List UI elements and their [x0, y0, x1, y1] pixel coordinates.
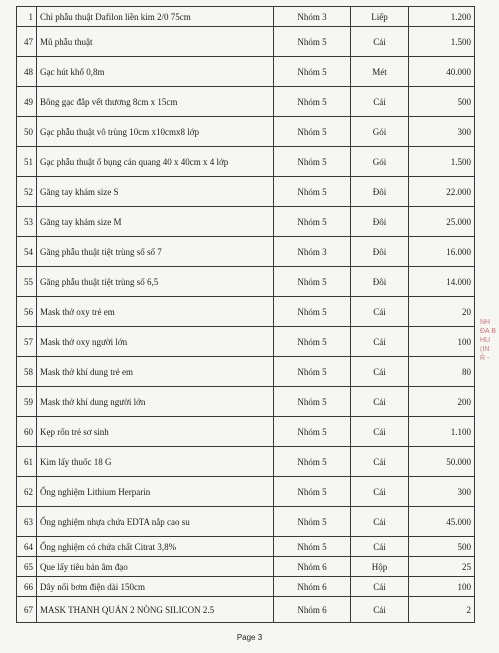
- item-quantity: 16.000: [409, 237, 475, 267]
- item-group: Nhóm 5: [274, 297, 351, 327]
- stamp-line: (IN: [480, 346, 490, 353]
- item-unit: Cái: [351, 327, 409, 357]
- row-number: 47: [17, 27, 37, 57]
- row-number: 54: [17, 237, 37, 267]
- item-group: Nhóm 6: [274, 577, 351, 597]
- item-unit: Cái: [351, 537, 409, 557]
- item-name: Gạc hút khổ 0,8m: [37, 57, 274, 87]
- table-row: [17, 87, 475, 117]
- item-name: Mask thở khí dung trẻ em: [37, 357, 274, 387]
- page-number: Page 3: [236, 633, 263, 642]
- item-group: Nhóm 5: [274, 327, 351, 357]
- item-quantity: 40.000: [409, 57, 475, 87]
- row-number: 60: [17, 417, 37, 447]
- table-row: [17, 557, 475, 577]
- item-name: Ống nghiệm có chứa chất Citrat 3,8%: [37, 537, 274, 557]
- red-stamp-fragment: [480, 318, 499, 390]
- item-unit: Hộp: [351, 557, 409, 577]
- item-name: Găng phẫu thuật tiệt trùng số 6,5: [37, 267, 274, 297]
- item-group: Nhóm 5: [274, 147, 351, 177]
- table-row: [17, 537, 475, 557]
- item-quantity: 200: [409, 387, 475, 417]
- item-group: Nhóm 5: [274, 57, 351, 87]
- item-unit: Cái: [351, 417, 409, 447]
- item-name: Găng tay khám size M: [37, 207, 274, 237]
- row-number: 59: [17, 387, 37, 417]
- item-quantity: 80: [409, 357, 475, 387]
- row-number: 56: [17, 297, 37, 327]
- item-quantity: 1.200: [409, 7, 475, 27]
- item-quantity: 1.500: [409, 147, 475, 177]
- item-name: Kim lấy thuốc 18 G: [37, 447, 274, 477]
- item-group: Nhóm 5: [274, 447, 351, 477]
- item-quantity: 100: [409, 327, 475, 357]
- item-group: Nhóm 5: [274, 357, 351, 387]
- item-group: Nhóm 5: [274, 267, 351, 297]
- item-group: Nhóm 3: [274, 7, 351, 27]
- item-group: Nhóm 5: [274, 387, 351, 417]
- table-row: [17, 417, 475, 447]
- item-quantity: 300: [409, 117, 475, 147]
- table-row: [17, 357, 475, 387]
- row-number: 65: [17, 557, 37, 577]
- item-name: Mask thở khí dung người lớn: [37, 387, 274, 417]
- item-unit: Cái: [351, 477, 409, 507]
- item-group: Nhóm 5: [274, 87, 351, 117]
- table-row: [17, 387, 475, 417]
- item-unit: Gói: [351, 147, 409, 177]
- item-unit: Đôi: [351, 267, 409, 297]
- row-number: 51: [17, 147, 37, 177]
- item-group: Nhóm 5: [274, 117, 351, 147]
- stamp-line: NH: [480, 319, 491, 326]
- table-row: [17, 147, 475, 177]
- item-unit: Cái: [351, 357, 409, 387]
- item-unit: Cái: [351, 387, 409, 417]
- row-number: 52: [17, 177, 37, 207]
- item-unit: Mét: [351, 57, 409, 87]
- table-row: [17, 507, 475, 537]
- item-name: Kẹp rốn trẻ sơ sinh: [37, 417, 274, 447]
- row-number: 61: [17, 447, 37, 477]
- table-row: [17, 447, 475, 477]
- item-group: Nhóm 5: [274, 177, 351, 207]
- item-quantity: 300: [409, 477, 475, 507]
- item-quantity: 20: [409, 297, 475, 327]
- table-row: [17, 237, 475, 267]
- row-number: 55: [17, 267, 37, 297]
- item-quantity: 45.000: [409, 507, 475, 537]
- item-unit: Cái: [351, 507, 409, 537]
- item-quantity: 25: [409, 557, 475, 577]
- item-group: Nhóm 5: [274, 207, 351, 237]
- item-group: Nhóm 6: [274, 557, 351, 577]
- row-number: 48: [17, 57, 37, 87]
- item-unit: Đôi: [351, 177, 409, 207]
- item-group: Nhóm 5: [274, 27, 351, 57]
- item-unit: Cái: [351, 447, 409, 477]
- item-group: Nhóm 3: [274, 237, 351, 267]
- table-row: [17, 577, 475, 597]
- item-quantity: 25.000: [409, 207, 475, 237]
- table-row: [17, 207, 475, 237]
- supply-table: [16, 6, 475, 623]
- item-group: Nhóm 5: [274, 477, 351, 507]
- item-quantity: 500: [409, 87, 475, 117]
- row-number: 53: [17, 207, 37, 237]
- item-group: Nhóm 6: [274, 597, 351, 623]
- item-unit: Cái: [351, 87, 409, 117]
- item-unit: Đôi: [351, 237, 409, 267]
- table-row: [17, 327, 475, 357]
- item-quantity: 1.100: [409, 417, 475, 447]
- item-name: Chỉ phẫu thuật Dafilon liền kim 2/0 75cm: [37, 7, 274, 27]
- table-row: [17, 27, 475, 57]
- row-number: 50: [17, 117, 37, 147]
- item-quantity: 14.000: [409, 267, 475, 297]
- item-unit: Cái: [351, 597, 409, 623]
- table-row: [17, 597, 475, 623]
- item-name: Ống nghiệm Lithium Herparin: [37, 477, 274, 507]
- item-unit: Liếp: [351, 7, 409, 27]
- item-name: Que lấy tiêu bản âm đạo: [37, 557, 274, 577]
- row-number: 64: [17, 537, 37, 557]
- item-quantity: 50.000: [409, 447, 475, 477]
- item-quantity: 2: [409, 597, 475, 623]
- item-name: Gạc phẫu thuật ổ bụng cản quang 40 x 40cm x 4 lớp: [37, 147, 274, 177]
- row-number: 57: [17, 327, 37, 357]
- row-number: 49: [17, 87, 37, 117]
- row-number: 66: [17, 577, 37, 597]
- table-row: [17, 57, 475, 87]
- row-number: 1: [17, 7, 37, 27]
- item-quantity: 100: [409, 577, 475, 597]
- item-quantity: 500: [409, 537, 475, 557]
- row-number: 67: [17, 597, 37, 623]
- item-unit: Gói: [351, 117, 409, 147]
- stamp-line: Ŕ -: [480, 355, 490, 362]
- table-row: [17, 297, 475, 327]
- item-name: Găng phẫu thuật tiệt trùng số số 7: [37, 237, 274, 267]
- item-quantity: 22.000: [409, 177, 475, 207]
- item-name: Mũ phẫu thuật: [37, 27, 274, 57]
- item-name: Mask thở oxy người lớn: [37, 327, 274, 357]
- stamp-line: ĐA B: [480, 328, 496, 335]
- item-name: Găng tay khám size S: [37, 177, 274, 207]
- table-row: [17, 177, 475, 207]
- table-row: [17, 7, 475, 27]
- item-group: Nhóm 5: [274, 417, 351, 447]
- item-unit: Đôi: [351, 207, 409, 237]
- stamp-line: HU: [480, 337, 491, 344]
- item-unit: Cái: [351, 27, 409, 57]
- item-name: MASK THANH QUẢN 2 NÒNG SILICON 2.5: [37, 597, 274, 623]
- row-number: 63: [17, 507, 37, 537]
- item-name: Gạc phẫu thuật vô trùng 10cm x10cmx8 lớp: [37, 117, 274, 147]
- table-row: [17, 477, 475, 507]
- table-row: [17, 267, 475, 297]
- item-name: Mask thở oxy trẻ em: [37, 297, 274, 327]
- item-name: Ống nghiệm nhựa chứa EDTA nắp cao su: [37, 507, 274, 537]
- item-unit: Cái: [351, 297, 409, 327]
- item-group: Nhóm 5: [274, 537, 351, 557]
- table-row: [17, 117, 475, 147]
- row-number: 58: [17, 357, 37, 387]
- item-unit: Cái: [351, 577, 409, 597]
- table-body: [17, 7, 475, 623]
- row-number: 62: [17, 477, 37, 507]
- item-name: Bông gạc đắp vết thương 8cm x 15cm: [37, 87, 274, 117]
- item-name: Dây nối bơm điện dài 150cm: [37, 577, 274, 597]
- item-quantity: 1.500: [409, 27, 475, 57]
- item-group: Nhóm 5: [274, 507, 351, 537]
